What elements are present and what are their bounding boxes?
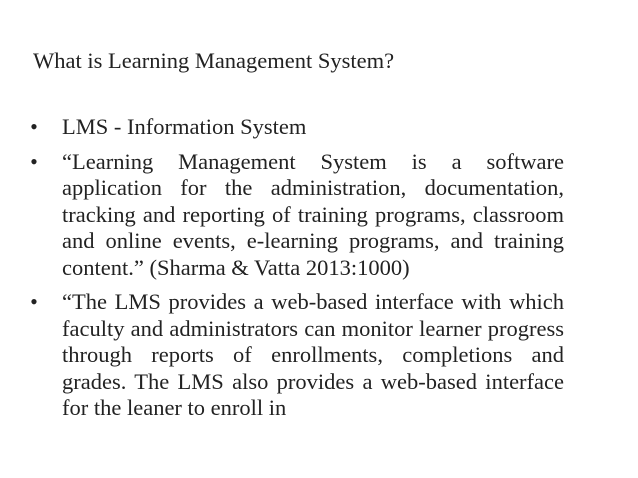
bullet-text: LMS - Information System xyxy=(62,114,307,139)
slide-title: What is Learning Management System? xyxy=(33,48,395,73)
bullet-list xyxy=(27,114,564,422)
bullet-item xyxy=(27,149,564,282)
bullet-text: “The LMS provides a web-based interface with which faculty and administrators can monitor learner progress through reports of enrollments, completions and grades. The LMS also provides a web-based interface for the leaner to enroll in xyxy=(62,289,564,420)
bullet-item xyxy=(27,289,564,422)
bullet-marker: • xyxy=(30,114,38,139)
bullet-item xyxy=(27,114,564,141)
bullet-text: “Learning Management System is a software application for the administration, documentation, tracking and reporting of training programs, classroom and online events, e-learning programs, and training content.” (Sharma & Vatta 2013:1000) xyxy=(62,148,564,280)
bullet-marker: • xyxy=(30,148,38,174)
bullet-marker: • xyxy=(30,289,38,314)
